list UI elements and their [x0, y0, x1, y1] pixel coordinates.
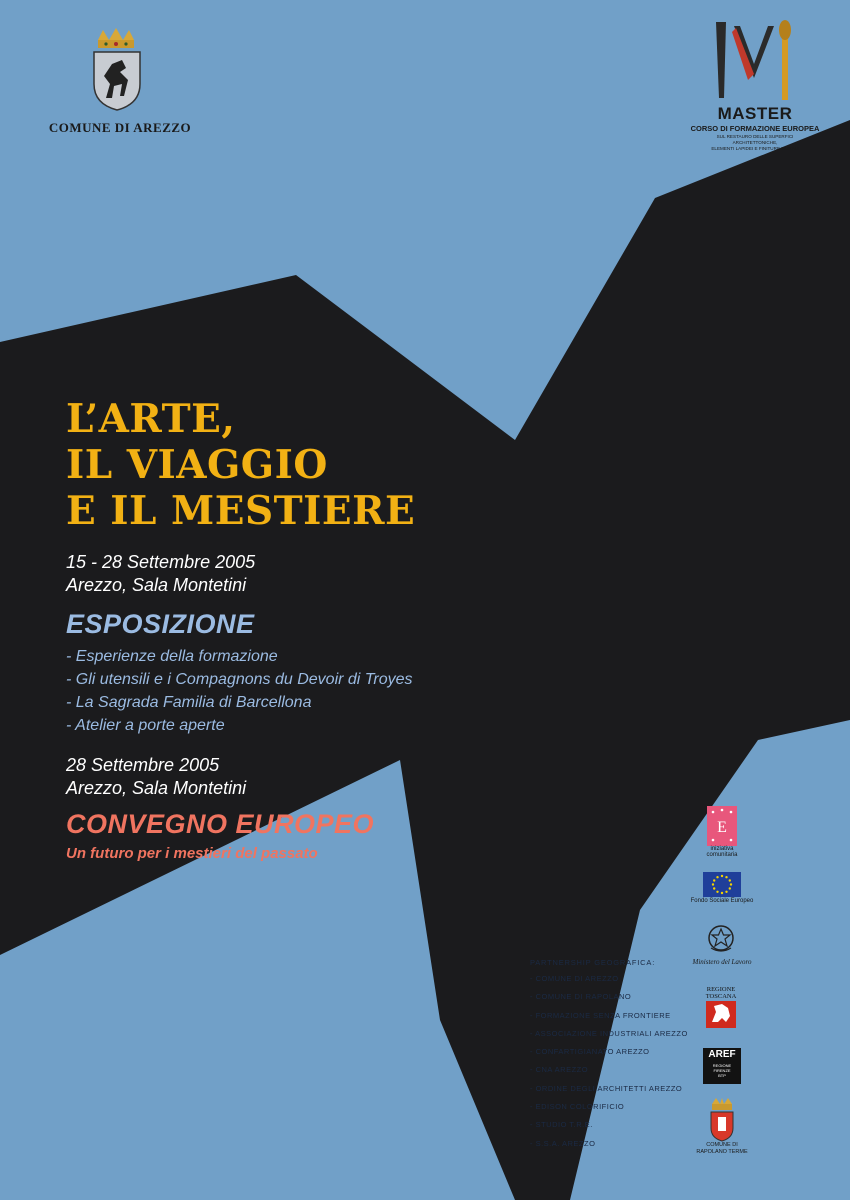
list-item: - EDISON COLORIFICIO	[530, 1102, 625, 1112]
partnership-list	[530, 974, 688, 1157]
exhibition-heading: ESPOSIZIONE	[66, 609, 255, 639]
comune-di-arezzo-logo	[40, 28, 200, 138]
master-title: MASTER	[717, 104, 793, 123]
list-item: - Esperienze della formazione	[66, 648, 278, 665]
main-title	[66, 396, 546, 534]
eu-caption: Fondo Sociale Europeo	[690, 898, 754, 904]
master-logo	[690, 18, 820, 158]
master-subtitle: CORSO DI FORMAZIONE EUROPEA	[690, 124, 820, 133]
rapolano-caption	[690, 1142, 754, 1155]
master-tools-icon	[710, 18, 800, 106]
list-item: - CNA AREZZO	[530, 1065, 589, 1075]
iniziativa-caption-line-2: comunitaria	[706, 852, 738, 858]
aref-sub-line-3: BTP	[718, 1073, 726, 1078]
list-item: - S.S.A. AREZZO	[530, 1138, 596, 1148]
eu-flag-icon	[703, 872, 741, 897]
list-item: - La Sagrada Familia di Barcellona	[66, 694, 312, 711]
title-line-1: L’ARTE,	[66, 396, 236, 442]
rapolano-caption-line-1: COMUNE DI	[706, 1142, 738, 1148]
list-item: - CONFARTIGIANATO AREZZO	[530, 1047, 650, 1057]
partnership-heading: PARTNERSHIP GEOGRAFICA:	[530, 958, 656, 967]
list-item: - Gli utensili e i Compagnons du Devoir di Troyes	[66, 671, 413, 688]
svg-text:E: E	[717, 819, 727, 836]
exhibition-dates: 15 - 28 Settembre 2005	[66, 552, 256, 572]
list-item: - FORMAZIONE SENZA FRONTIERE	[530, 1010, 671, 1020]
aref-name: AREF	[708, 1049, 736, 1060]
list-item: - STUDIO T.R.E.	[530, 1120, 593, 1130]
master-detail-line-2: ELEMENTI LAPIDEI E FINITURE MURALI	[711, 146, 799, 151]
master-detail	[694, 134, 816, 152]
list-item: - COMUNE DI RAPOLANO	[530, 992, 632, 1002]
rapolano-caption-line-2: RAPOLANO TERME	[696, 1148, 748, 1155]
italian-emblem-icon	[707, 924, 735, 954]
aref-sub-line-2: FIRENZE	[713, 1068, 731, 1073]
conference-place: Arezzo, Sala Montetini	[66, 778, 247, 798]
toscana-line-1: REGIONE	[706, 986, 736, 993]
aref-subtitle	[703, 1063, 741, 1078]
iniziativa-comunitaria-icon	[707, 806, 737, 846]
rapolano-crest-icon	[707, 1098, 737, 1142]
toscana-line-2: TOSCANA	[705, 993, 737, 1000]
list-item: - ASSOCIAZIONE INDUSTRIALI AREZZO	[530, 1028, 688, 1038]
crown-icon	[95, 28, 137, 50]
list-item: - ORDINE DEGLI ARCHITETTI AREZZO	[530, 1083, 683, 1093]
title-line-3: E IL MESTIERE	[66, 488, 416, 534]
iniziativa-caption-line-1: iniziativa	[710, 846, 734, 852]
list-item: - Atelier a porte aperte	[66, 717, 225, 734]
coat-of-arms-icon	[92, 50, 142, 112]
master-detail-line-1: SUL RESTAURO DELLE SUPERFICI ARCHITETTONICHE,	[716, 134, 794, 145]
title-line-2: IL VIAGGIO	[66, 442, 328, 488]
comune-name: COMUNE DI AREZZO	[48, 120, 192, 135]
aref-sub-line-1: REGIONE	[712, 1063, 732, 1068]
exhibition-place: Arezzo, Sala Montetini	[66, 575, 247, 595]
ministero-caption: Ministero del Lavoro	[692, 958, 752, 966]
iniziativa-caption	[693, 846, 751, 858]
list-item: - COMUNE DI AREZZO	[530, 974, 619, 983]
conference-date: 28 Settembre 2005	[66, 755, 220, 775]
regione-toscana-icon	[704, 984, 738, 1030]
conference-subtitle: Un futuro per i mestieri del passato	[66, 845, 318, 862]
conference-heading: CONVEGNO EUROPEO	[66, 809, 375, 839]
exhibition-list	[66, 645, 413, 737]
